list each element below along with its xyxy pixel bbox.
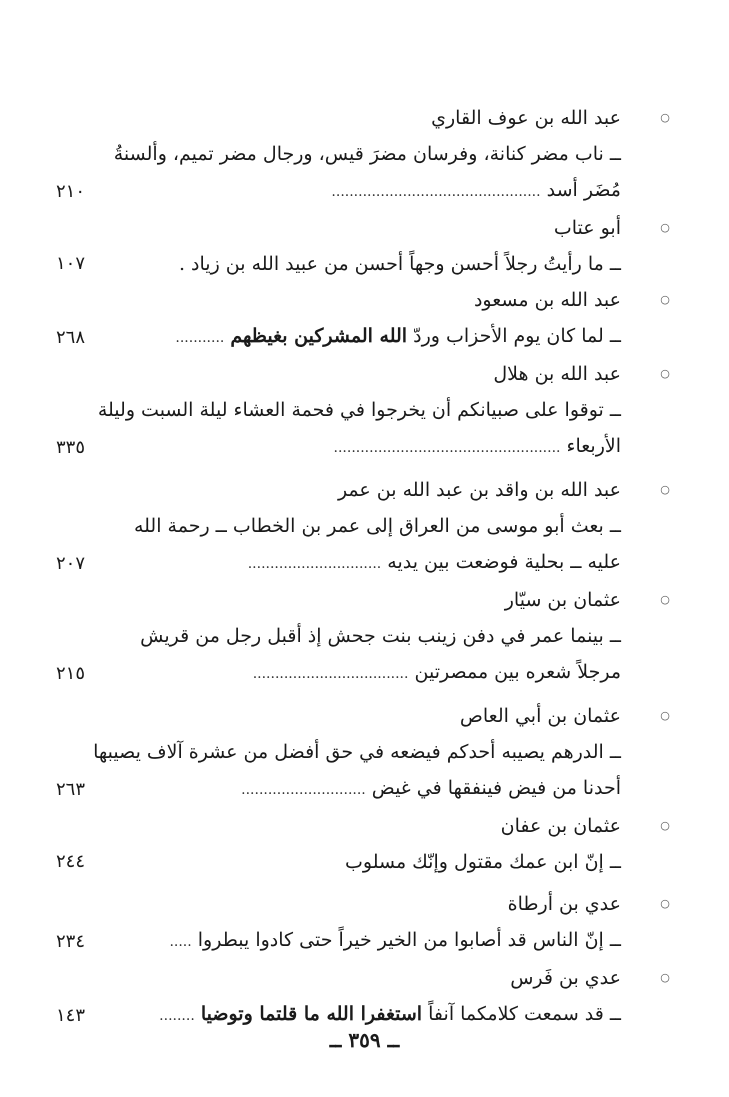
index-entry [56,808,671,880]
index-entry [56,210,671,282]
entry-header [56,100,671,136]
leader-dots: ............................................... [331,184,541,200]
entry-name: عدي بن أرطاة [507,893,621,915]
quote-line: ــ توقوا على صبيانكم أن يخرجوا في فحمة العشاء ليلة السبت وليلة [97,399,621,421]
quote-last-line [152,770,621,808]
entry-header [56,808,671,844]
entry-header [56,886,671,922]
page-number: ٣٣٥ [56,437,86,458]
quote-line: ــ ناب مضر كنانة، وفرسان مضرَ قيس، ورجال مضر تميم، وألسنةُ [113,143,621,165]
entry-quote [56,318,671,356]
ring-bullet-icon: ○ [660,111,670,124]
leader-dots: ................................... [252,666,409,682]
index-entry [56,698,671,808]
entry-header [56,210,671,246]
page-number: ٢٣٤ [56,931,86,952]
leader-dots: .............................. [247,556,382,572]
quote-bold-text: استغفرا الله ما قلتما وتوضيا [200,1003,423,1025]
index-entry [56,100,671,210]
index-entry [56,356,671,466]
quote-last-line [152,654,621,692]
quote-line: ــ بعث أبو موسى من العراق إلى عمر بن الخطاب ــ رحمة الله [133,515,621,537]
quote-bold-text: الله المشركين بغيظهم [230,325,408,347]
quote-text: مرجلاً شعره بين ممصرتين [414,661,621,683]
leader-dots: ............................ [241,782,366,798]
quote-text: ــ ما رأيتُ رجلاً أحسن وجهاً أحسن من عبيد الله بن زياد . [178,253,621,275]
entry-quote [56,136,671,210]
entry-header [56,282,671,318]
entry-name: عبد الله بن واقد بن عبد الله بن عمر [337,479,621,501]
entry-name: عبد الله بن مسعود [473,289,621,311]
quote-text: مُضَر أسد [546,179,621,201]
page-number: ٢٦٣ [56,779,86,800]
entry-quote [56,844,671,880]
index-entry [56,282,671,356]
entry-name: عثمان بن سيّار [504,589,621,611]
entry-quote [56,618,671,692]
entry-quote [56,392,671,466]
entry-header [56,356,671,392]
entry-quote [56,508,671,582]
entry-name: عبد الله بن عوف القاري [431,107,621,129]
quote-last-line [152,544,621,582]
leader-dots: ................................................... [333,440,561,456]
quote-text: ــ لما كان يوم الأحزاب وردّ [407,325,621,347]
ring-bullet-icon: ○ [660,293,670,306]
entry-name: أبو عتاب [553,217,621,239]
entry-header [56,582,671,618]
entry-header [56,472,671,508]
entry-name: عدي بن فَرس [510,967,621,989]
leader-dots: ........... [175,330,225,346]
entry-name: عثمان بن عفان [500,815,621,837]
leader-dots: ........ [159,1008,195,1024]
quote-text: عليه ــ بحلية فوضعت بين يديه [387,551,621,573]
index-entry [56,886,671,960]
ring-bullet-icon: ○ [660,221,670,234]
page-footer-number: ــ ٣٥٩ ــ [329,1028,400,1052]
index-entry [56,582,671,692]
page-number: ١٠٧ [56,253,86,274]
entry-quote [56,246,671,282]
quote-last-line [152,246,621,282]
quote-text: ــ قد سمعت كلامكما آنفاً [422,1003,621,1025]
page-number: ٢٤٤ [56,851,86,872]
quote-text: ــ إنّ ابن عمك مقتول وإنّك مسلوب [345,851,621,873]
page-number: ٢١٠ [56,181,86,202]
entry-quote [56,922,671,960]
entry-name: عبد الله بن هلال [493,363,621,385]
index-entry [56,960,671,1034]
index-entries [56,100,671,1034]
quote-text: أحدنا من فيض فينفقها في غيض [371,777,621,799]
ring-bullet-icon: ○ [660,897,670,910]
quote-last-line [152,172,621,210]
quote-last-line [152,922,621,960]
entry-header [56,960,671,996]
leader-dots: ..... [169,934,192,950]
quote-last-line [152,844,621,880]
entry-header [56,698,671,734]
quote-text: الأربعاء [566,435,621,457]
ring-bullet-icon: ○ [660,483,670,496]
ring-bullet-icon: ○ [660,819,670,832]
ring-bullet-icon: ○ [660,367,670,380]
quote-line: ــ بينما عمر في دفن زينب بنت جحش إذ أقبل رجل من قريش [140,625,621,647]
quote-text: ــ إنّ الناس قد أصابوا من الخير خيراً حتى كادوا يبطروا [197,929,621,951]
quote-last-line [152,428,621,466]
ring-bullet-icon: ○ [660,709,670,722]
quote-last-line [152,318,621,356]
page-number: ٢٠٧ [56,553,86,574]
entry-quote [56,734,671,808]
quote-line: ــ الدرهم يصيبه أحدكم فيضعه في حق أفضل من عشرة آلاف يصيبها [93,741,621,763]
ring-bullet-icon: ○ [660,593,670,606]
page-number: ٢١٥ [56,663,86,684]
entry-name: عثمان بن أبي العاص [459,705,621,727]
page-number: ١٤٣ [56,1005,86,1026]
page-number: ٢٦٨ [56,327,86,348]
ring-bullet-icon: ○ [660,971,670,984]
index-entry [56,472,671,582]
